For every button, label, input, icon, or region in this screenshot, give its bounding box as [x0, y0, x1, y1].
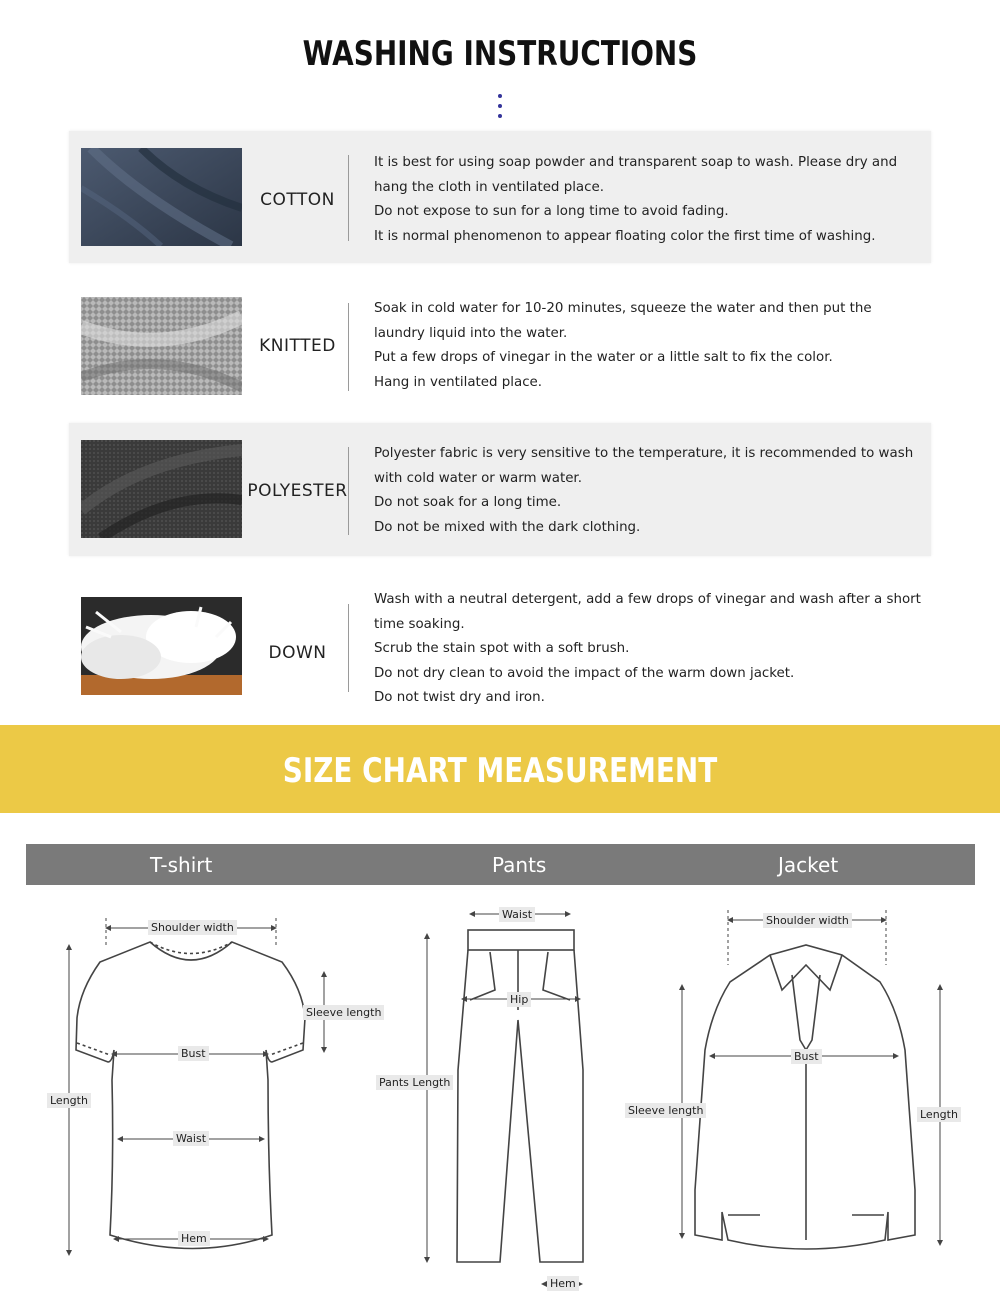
fabric-description: [374, 151, 926, 249]
row-divider: [348, 155, 349, 241]
jacket-sleeve-label: Sleeve length: [625, 1103, 706, 1118]
tshirt-outline: [76, 942, 305, 1249]
fabric-name: POLYESTER: [247, 481, 348, 501]
description-line: It is best for using soap powder and transparent soap to wash. Please dry and hang the cloth in ventilated place.: [374, 155, 898, 195]
description-line: Polyester fabric is very sensitive to the temperature, it is recommended to wash with cold water or warm water.: [374, 446, 914, 486]
divider-dots: [497, 94, 503, 124]
fabric-name: COTTON: [260, 190, 335, 210]
description-line: Do not twist dry and iron.: [374, 690, 545, 706]
row-divider: [348, 303, 349, 391]
pants-hem-label: Hem: [547, 1276, 579, 1291]
fabric-name: KNITTED: [259, 336, 336, 356]
pants-hip-label: Hip: [507, 992, 531, 1007]
fabric-row-knitted: [69, 278, 931, 410]
knitted-swatch-image: [81, 297, 242, 395]
fabric-description: [374, 442, 926, 540]
description-line: Scrub the stain spot with a soft brush.: [374, 641, 630, 657]
cotton-swatch-image: [81, 148, 242, 246]
description-line: Hang in ventilated place.: [374, 374, 543, 390]
description-line: Put a few drops of vinegar in the water or a little salt to fix the color.: [374, 350, 833, 366]
pants-outline: [457, 930, 583, 1262]
size-chart-banner: [0, 725, 1000, 813]
category-jacket: Jacket: [778, 853, 839, 877]
tshirt-length-label: Length: [47, 1093, 91, 1108]
fabric-row-down: [69, 580, 931, 720]
row-divider: [348, 604, 349, 692]
jacket-bust-label: Bust: [791, 1049, 822, 1064]
tshirt-waist-label: Waist: [173, 1131, 209, 1146]
description-line: Do not expose to sun for a long time to avoid fading.: [374, 204, 729, 220]
description-line: Do not soak for a long time.: [374, 495, 562, 511]
fabric-row-polyester: [69, 423, 931, 556]
fabric-description: [374, 588, 926, 711]
tshirt-sleeve-label: Sleeve length: [303, 1005, 384, 1020]
fabric-name: DOWN: [268, 643, 327, 663]
jacket-shoulder-label: Shoulder width: [763, 913, 852, 928]
size-chart-title: SIZE CHART MEASUREMENT: [282, 751, 718, 791]
jacket-length-label: Length: [917, 1107, 961, 1122]
category-tshirt: T-shirt: [150, 853, 213, 877]
description-line: Soak in cold water for 10-20 minutes, squeeze the water and then put the laundry liquid into the water.: [374, 301, 872, 341]
tshirt-bust-label: Bust: [178, 1046, 209, 1061]
category-bar: [26, 844, 975, 885]
description-line: Wash with a neutral detergent, add a few drops of vinegar and wash after a short time soaking.: [374, 592, 921, 632]
description-line: It is normal phenomenon to appear floating color the first time of washing.: [374, 228, 876, 244]
description-line: Do not dry clean to avoid the impact of the warm down jacket.: [374, 665, 795, 681]
polyester-swatch-image: [81, 440, 242, 538]
fabric-row-cotton: [69, 131, 931, 263]
description-line: Do not be mixed with the dark clothing.: [374, 519, 641, 535]
fabric-description: [374, 297, 926, 395]
tshirt-shoulder-label: Shoulder width: [148, 920, 237, 935]
row-divider: [348, 447, 349, 535]
page-title: WASHING INSTRUCTIONS: [302, 34, 698, 74]
category-pants: Pants: [492, 853, 547, 877]
pants-waist-label: Waist: [499, 907, 535, 922]
pants-length-label: Pants Length: [376, 1075, 453, 1090]
jacket-outline: [695, 945, 915, 1249]
tshirt-hem-label: Hem: [178, 1231, 210, 1246]
down-swatch-image: [81, 597, 242, 695]
